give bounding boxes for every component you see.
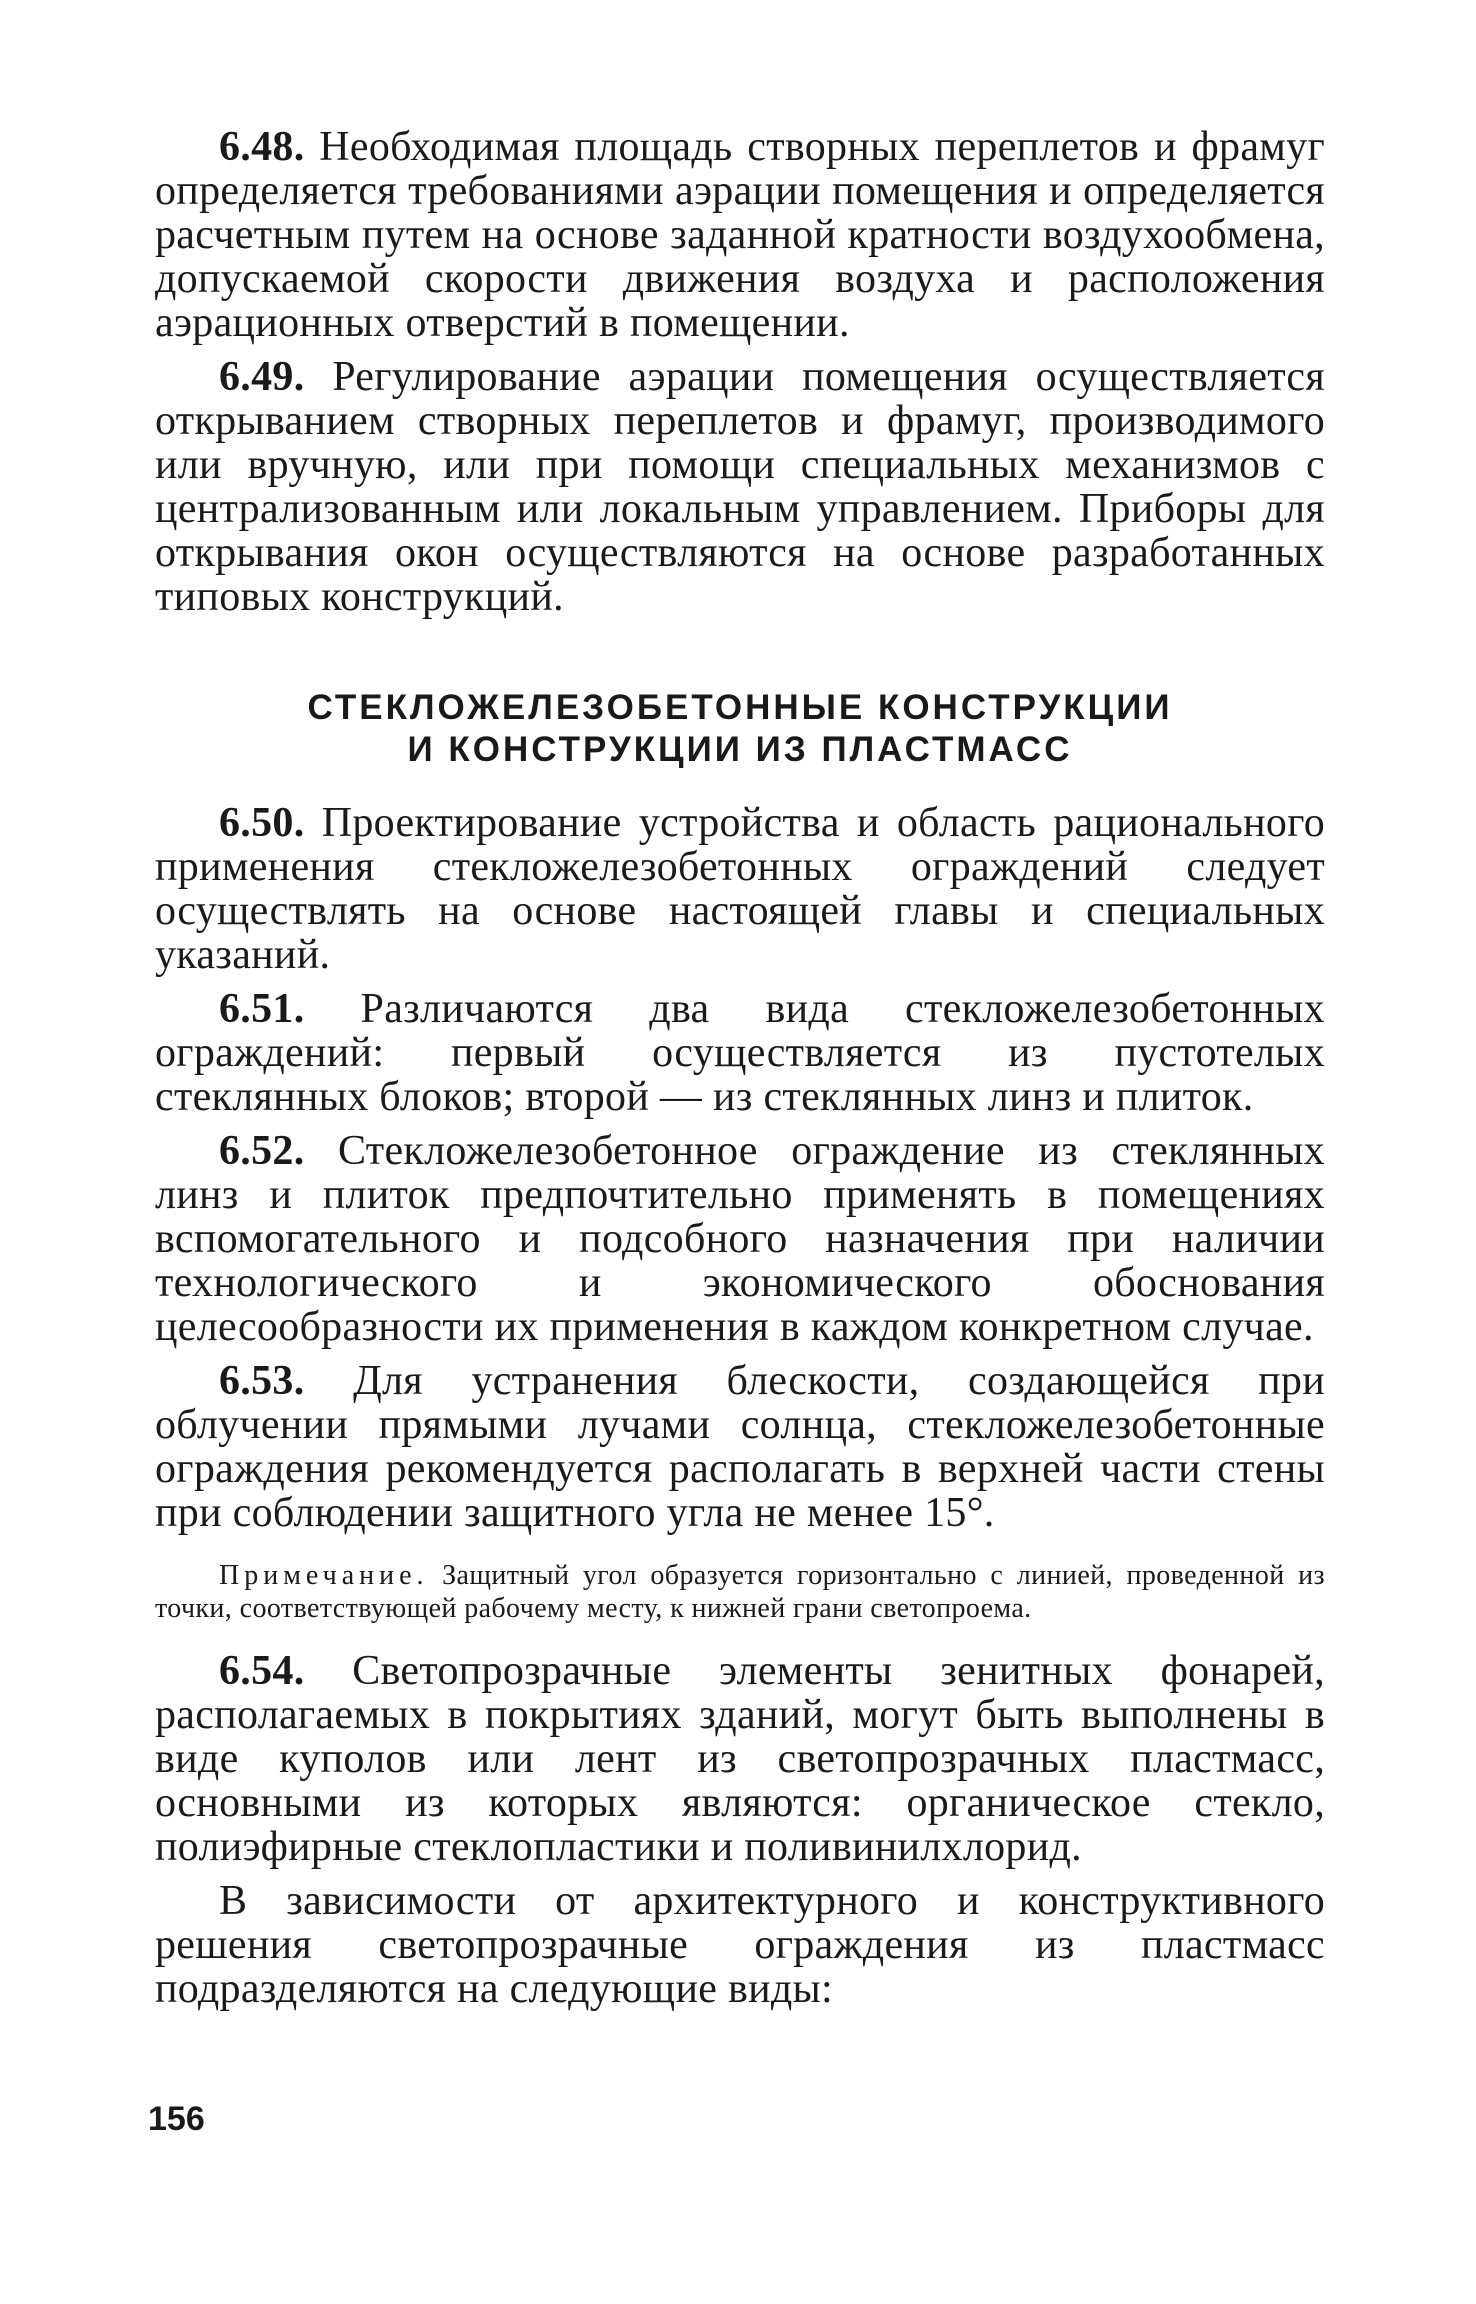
paragraph-number: 6.54. [219, 1648, 305, 1694]
paragraph-6-54 [155, 1649, 1325, 1869]
paragraph-number: 6.51. [219, 986, 305, 1032]
note-label: Примечание. [219, 1560, 429, 1591]
section-heading-line-1: СТЕКЛОЖЕЛЕЗОБЕТОННЫЕ КОНСТРУКЦИИ [307, 688, 1173, 727]
paragraph-6-49 [155, 355, 1325, 619]
paragraph-number: 6.52. [219, 1128, 305, 1174]
paragraph-6-52 [155, 1129, 1325, 1349]
paragraph-continuation: В зависимости от архитектурного и конструктивного решения светопрозрачные ограждения из пластмасс подразделяются на следующие виды: [155, 1878, 1325, 2012]
section-heading-line-2: И КОНСТРУКЦИИ ИЗ ПЛАСТМАСС [407, 730, 1073, 769]
paragraph-text: Проектирование устройства и область рационального применения стекложелезобетонных ограждений следует осуществлять на основе настоящей главы и специальных указаний. [155, 800, 1325, 978]
paragraph-number: 6.49. [219, 354, 305, 400]
paragraph-number: 6.48. [219, 124, 305, 170]
paragraph-number: 6.50. [219, 800, 305, 846]
paragraph-text: Регулирование аэрации помещения осуществляется открыванием створных переплетов и фрамуг, производимого или вручную, или при помощи специальных механизмов с централизованным или локальным управлением. Приборы для открывания окон осуществляются на основе разработанных типовых конструкций. [155, 354, 1325, 620]
paragraph-text: Стекложелезобетонное ограждение из стеклянных линз и плиток предпочтительно применять в помещениях вспомогательного и подсобного назначения при наличии технологического и экономического обоснования целесообразности их применения в каждом конкретном случае. [155, 1128, 1325, 1350]
note-text: Защитный угол образуется горизонтально с линией, проведенной из точки, соответствующей рабочему месту, к нижней грани светопроема. [155, 1560, 1325, 1624]
page-number: 156 [148, 2100, 205, 2138]
paragraph-number: 6.53. [219, 1358, 305, 1404]
paragraph-6-51 [155, 987, 1325, 1119]
paragraph-6-53 [155, 1359, 1325, 1535]
paragraph-text: Светопрозрачные элементы зенитных фонарей, располагаемых в покрытиях зданий, могут быть выполнены в виде куполов или лент из светопрозрачных пластмасс, основными из которых являются: органическое стекло, полиэфирные стеклопластики и поливинилхлорид. [155, 1648, 1325, 1870]
document-page [155, 125, 1325, 2021]
paragraph-6-48 [155, 125, 1325, 345]
paragraph-text: Различаются два вида стекложелезобетонных ограждений: первый осуществляется из пустотелых стеклянных блоков; второй — из стеклянных линз и плиток. [155, 986, 1325, 1120]
paragraph-text: Необходимая площадь створных переплетов и фрамуг определяется требованиями аэрации помещения и определяется расчетным путем на основе заданной кратности воздухообмена, допускаемой скорости движения воздуха и расположения аэрационных отверстий в помещении. [155, 124, 1325, 346]
paragraph-6-50 [155, 801, 1325, 977]
note [155, 1559, 1325, 1625]
section-heading [155, 687, 1325, 771]
paragraph-text: Для устранения блескости, создающейся при облучении прямыми лучами солнца, стекложелезобетонные ограждения рекомендуется располагать в верхней части стены при соблюдении защитного угла не менее 15°. [155, 1358, 1325, 1536]
